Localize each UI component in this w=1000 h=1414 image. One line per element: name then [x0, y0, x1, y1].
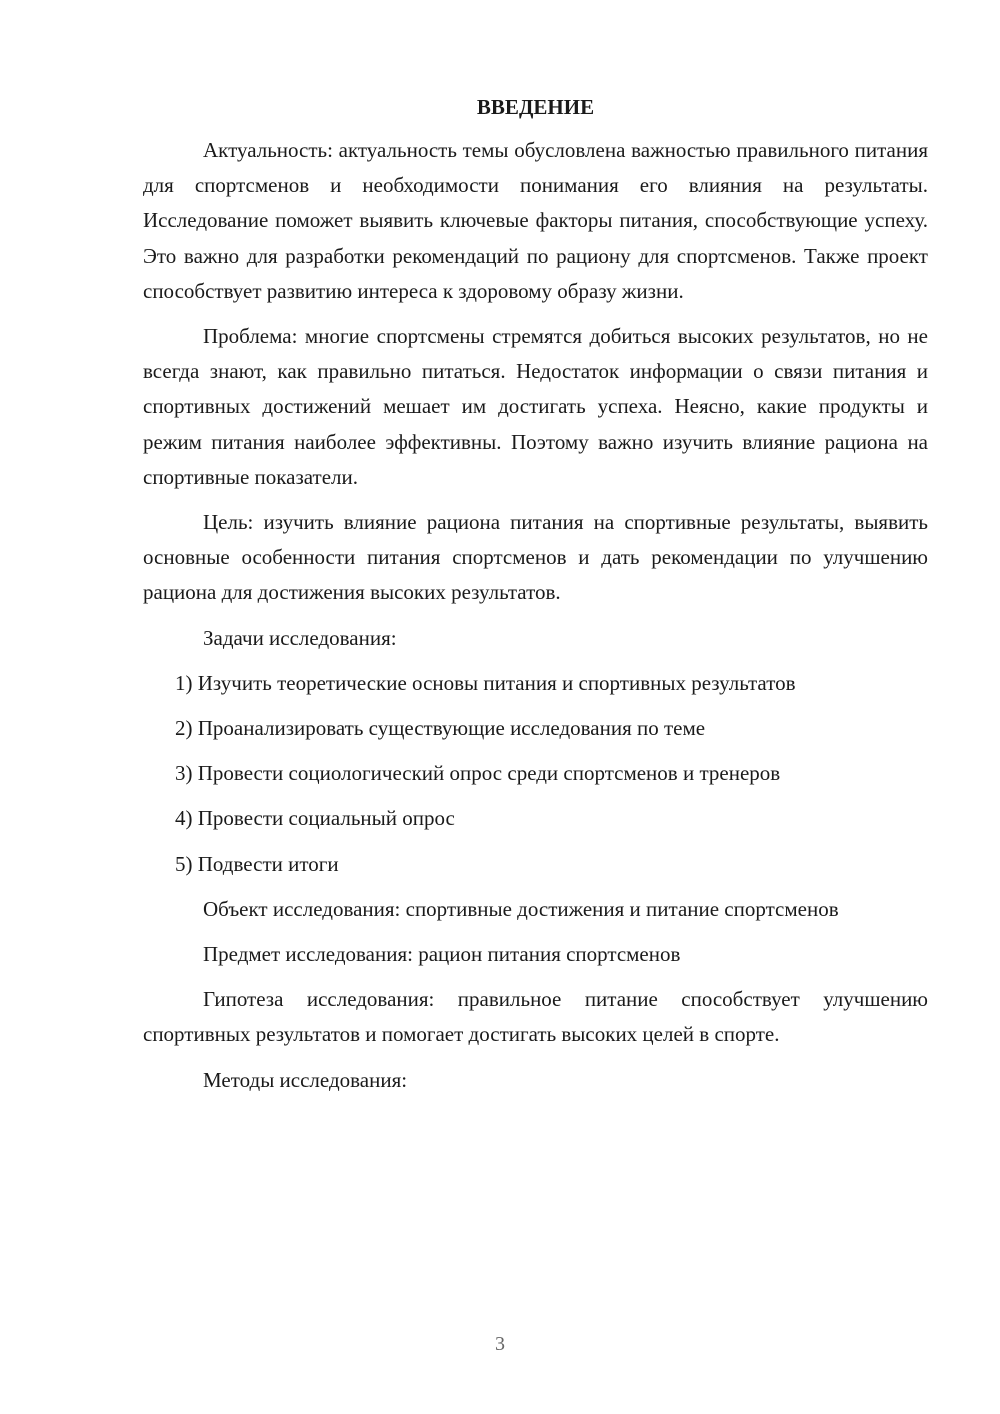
tasks-heading: Задачи исследования:: [203, 625, 397, 650]
subject-paragraph: Предмет исследования: рацион питания спортсменов: [203, 942, 681, 967]
task-item-3: 3) Провести социологический опрос среди спортсменов и тренеров: [175, 761, 781, 786]
relevance-paragraph: Актуальность: актуальность темы обусловлена важностью правильного питания для спортсменов и необходимости понимания его влияния на результаты. Исследование поможет выявить ключевые факторы питания, способствующие успеху. Это важно для разработки рекомендаций по рациону для спортсменов. Также проект способствует развитию интереса к здоровому образу жизни.: [143, 138, 928, 303]
task-item-5: 5) Подвести итоги: [175, 851, 339, 876]
hypothesis-paragraph: Гипотеза исследования: правильное питание способствует улучшению спортивных результатов и помогает достигать высоких целей в спорте.: [143, 987, 928, 1047]
document-page: [143, 90, 928, 1108]
object-paragraph: Объект исследования: спортивные достижения и питание спортсменов: [203, 896, 839, 921]
tasks-list: [143, 666, 928, 882]
methods-heading: Методы исследования:: [203, 1067, 408, 1092]
task-item-2: 2) Проанализировать существующие исследования по теме: [175, 716, 706, 741]
goal-paragraph: Цель: изучить влияние рациона питания на спортивные результаты, выявить основные особенности питания спортсменов и дать рекомендации по улучшению рациона для достижения высоких результатов.: [143, 510, 928, 605]
task-item-1: 1) Изучить теоретические основы питания и спортивных результатов: [175, 670, 796, 695]
task-item-4: 4) Провести социальный опрос: [175, 806, 455, 831]
page-number: 3: [495, 1333, 505, 1355]
page-title: ВВЕДЕНИЕ: [476, 95, 595, 119]
problem-paragraph: Проблема: многие спортсмены стремятся добиться высоких результатов, но не всегда знают, как правильно питаться. Недостаток информации о связи питания и спортивных достижений мешает им достигать успеха. Неясно, какие продукты и режим питания наиболее эффективны. Поэтому важно изучить влияние рациона на спортивные показатели.: [143, 324, 928, 489]
